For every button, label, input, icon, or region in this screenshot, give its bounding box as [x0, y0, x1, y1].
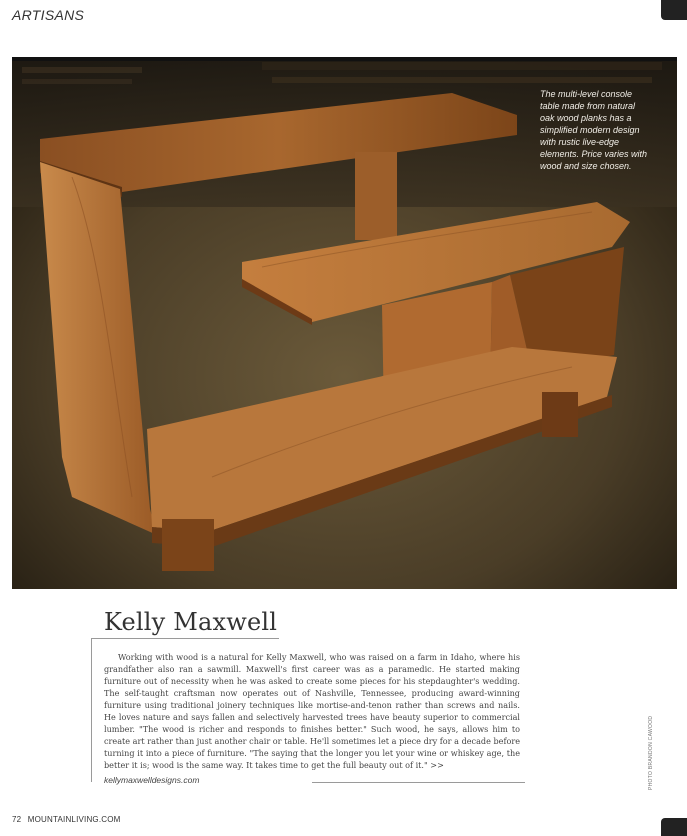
website-link[interactable]: kellymaxwelldesigns.com — [104, 775, 200, 785]
frame-rule-bottom — [312, 782, 525, 783]
page-footer — [12, 815, 125, 824]
section-label: ARTISANS — [12, 7, 85, 23]
page-tab-top — [661, 0, 687, 20]
page-tab-bottom — [661, 818, 687, 836]
frame-rule-left — [91, 638, 92, 782]
frame-rule-top — [91, 638, 279, 639]
publication-name: MOUNTAINLIVING.COM — [27, 815, 121, 824]
article-body: Working with wood is a natural for Kelly Maxwell, who was raised on a farm in Idaho, where his grandfather also ran a sawmill. Maxwell's first career was as a paramedic. He started making furniture out of necessity when he was asked to create some pieces for his stepdaughter's wedding. The self-taught craftsman now operates out of Nashville, Tennessee, producing award-winning furniture using traditional joinery techniques like mortise-and-tenon rather than screws and nails. He loves nature and says fallen and selectively harvested trees have beauty superior to commercial lumber. "The wood is richer and responds to finishes better." Such wood, he says, allows him to create art rather than just another chair or table. He'll sometimes let a piece dry for a decade before turning it into a piece of furniture. "The saying that the longer you let your wine or whiskey age, the better it is; wood is the same way. It takes time to get the full beauty out of it." >> — [104, 652, 520, 770]
article-title: Kelly Maxwell — [104, 608, 278, 636]
photo-caption: The multi-level console table made from natural oak wood planks has a simplified modern design with rustic live-edge elements. Price varies with wood and size chosen. — [540, 89, 648, 171]
page-number: 72 — [12, 815, 22, 824]
photo-credit: PHOTO BRANDON CAWOOD — [648, 715, 654, 790]
